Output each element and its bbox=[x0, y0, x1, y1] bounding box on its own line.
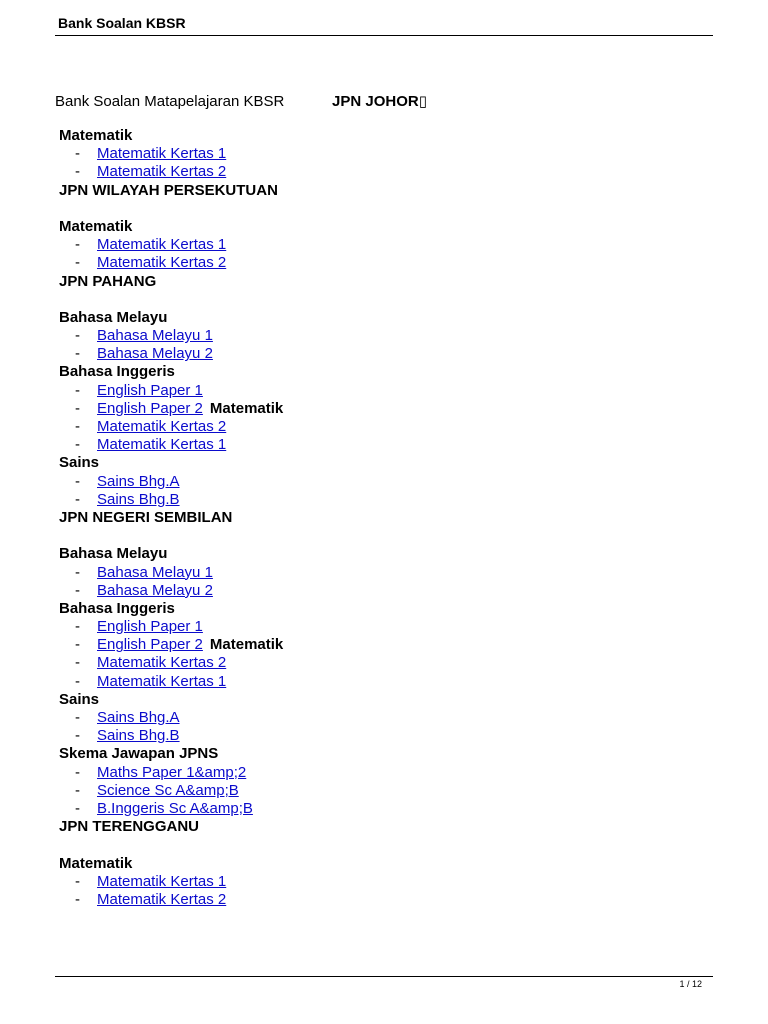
paper-link[interactable]: Bahasa Melayu 2 bbox=[97, 581, 213, 599]
list-dash: - bbox=[75, 872, 80, 890]
footer-divider bbox=[55, 976, 713, 977]
list-item bbox=[59, 636, 699, 654]
list-dash: - bbox=[75, 581, 80, 599]
paper-link[interactable]: Matematik Kertas 2 bbox=[97, 163, 227, 181]
list-item bbox=[59, 709, 699, 727]
list-dash: - bbox=[75, 163, 80, 181]
paper-link[interactable]: Bahasa Melayu 2 bbox=[97, 345, 213, 363]
list-dash: - bbox=[75, 472, 80, 490]
list-item bbox=[59, 891, 699, 909]
list-dash: - bbox=[75, 490, 80, 508]
list-dash: - bbox=[75, 672, 80, 690]
list-dash: - bbox=[75, 236, 80, 254]
section-heading: Bahasa Melayu bbox=[59, 545, 168, 563]
list-dash: - bbox=[75, 654, 80, 672]
list-dash: - bbox=[75, 727, 80, 745]
inline-heading: Matematik bbox=[209, 636, 284, 654]
list-item bbox=[59, 654, 699, 672]
paper-link[interactable]: Matematik Kertas 1 bbox=[97, 672, 227, 690]
section-heading: Skema Jawapan JPNS bbox=[59, 745, 219, 763]
section-heading: JPN PAHANG bbox=[59, 272, 157, 290]
paper-link[interactable]: English Paper 1 bbox=[97, 381, 203, 399]
list-item bbox=[59, 400, 699, 418]
list-item bbox=[59, 673, 699, 691]
list-dash: - bbox=[75, 399, 80, 417]
section-heading: JPN WILAYAH PERSEKUTUAN bbox=[59, 181, 278, 199]
section-heading: Bahasa Melayu bbox=[59, 308, 168, 326]
paper-link[interactable]: English Paper 1 bbox=[97, 618, 203, 636]
list-dash: - bbox=[75, 618, 80, 636]
paper-link[interactable]: Matematik Kertas 2 bbox=[97, 890, 227, 908]
section-heading: Sains bbox=[59, 454, 100, 472]
blank-line bbox=[59, 291, 699, 309]
section-heading: JPN NEGERI SEMBILAN bbox=[59, 508, 233, 526]
paper-link[interactable]: Matematik Kertas 2 bbox=[97, 254, 227, 272]
list-dash: - bbox=[75, 327, 80, 345]
list-dash: - bbox=[75, 563, 80, 581]
list-dash: - bbox=[75, 709, 80, 726]
list-dash: - bbox=[75, 436, 80, 454]
paper-link[interactable]: English Paper 2 bbox=[97, 399, 203, 417]
section-heading: Matematik bbox=[59, 127, 133, 144]
document-body bbox=[59, 127, 699, 909]
list-dash: - bbox=[75, 145, 80, 163]
list-item bbox=[59, 327, 699, 345]
section-heading: Matematik bbox=[59, 854, 133, 872]
paper-link[interactable]: Sains Bhg.A bbox=[97, 472, 180, 490]
list-item bbox=[59, 345, 699, 363]
paper-link[interactable]: Matematik Kertas 2 bbox=[97, 654, 227, 672]
list-item bbox=[59, 727, 699, 745]
paper-link[interactable]: Matematik Kertas 1 bbox=[97, 236, 227, 254]
inline-heading: Matematik bbox=[209, 399, 284, 417]
list-item bbox=[59, 145, 699, 163]
list-dash: - bbox=[75, 781, 80, 799]
list-dash: - bbox=[75, 799, 80, 817]
list-item bbox=[59, 236, 699, 254]
paper-link[interactable]: Matematik Kertas 1 bbox=[97, 145, 227, 163]
paper-link[interactable]: Sains Bhg.B bbox=[97, 490, 180, 508]
paper-link[interactable]: Bahasa Melayu 1 bbox=[97, 563, 213, 581]
paper-link[interactable]: Matematik Kertas 1 bbox=[97, 436, 227, 454]
list-item bbox=[59, 163, 699, 181]
section-heading: Bahasa Inggeris bbox=[59, 599, 175, 617]
paper-link[interactable]: Matematik Kertas 2 bbox=[97, 418, 227, 435]
list-dash: - bbox=[75, 418, 80, 435]
list-item bbox=[59, 254, 699, 272]
region-heading-johor: JPN JOHOR▯ bbox=[332, 93, 427, 110]
list-item bbox=[59, 800, 699, 818]
section-heading: Bahasa Inggeris bbox=[59, 363, 175, 381]
blank-line bbox=[59, 527, 699, 545]
list-item bbox=[59, 382, 699, 400]
paper-link[interactable]: B.Inggeris Sc A&amp;B bbox=[97, 799, 253, 817]
page-number: 1 / 12 bbox=[679, 979, 702, 989]
intro-line bbox=[55, 92, 427, 112]
paper-link[interactable]: Bahasa Melayu 1 bbox=[97, 327, 213, 345]
paper-link[interactable]: Science Sc A&amp;B bbox=[97, 781, 239, 799]
list-dash: - bbox=[75, 381, 80, 399]
list-item bbox=[59, 491, 699, 509]
list-item bbox=[59, 764, 699, 782]
section-heading: Sains bbox=[59, 690, 100, 708]
list-dash: - bbox=[75, 345, 80, 363]
list-item bbox=[59, 582, 699, 600]
list-item bbox=[59, 564, 699, 582]
paper-link[interactable]: Maths Paper 1&amp;2 bbox=[97, 763, 247, 781]
list-dash: - bbox=[75, 763, 80, 781]
blank-line bbox=[59, 836, 699, 854]
list-item bbox=[59, 618, 699, 636]
list-item bbox=[59, 473, 699, 491]
paper-link[interactable]: Sains Bhg.A bbox=[97, 709, 180, 726]
section-heading: Matematik bbox=[59, 217, 133, 235]
list-item bbox=[59, 782, 699, 800]
list-item bbox=[59, 418, 699, 436]
list-dash: - bbox=[75, 890, 80, 908]
header-divider bbox=[55, 35, 713, 36]
paper-link[interactable]: Sains Bhg.B bbox=[97, 727, 180, 745]
list-item bbox=[59, 873, 699, 891]
paper-link[interactable]: Matematik Kertas 1 bbox=[97, 872, 227, 890]
blank-line bbox=[59, 200, 699, 218]
intro-text: Bank Soalan Matapelajaran KBSR bbox=[55, 93, 285, 110]
paper-link[interactable]: English Paper 2 bbox=[97, 636, 203, 654]
document-title: Bank Soalan KBSR bbox=[58, 15, 186, 31]
list-dash: - bbox=[75, 636, 80, 654]
list-item bbox=[59, 436, 699, 454]
section-heading: JPN TERENGGANU bbox=[59, 818, 200, 836]
list-dash: - bbox=[75, 254, 80, 272]
